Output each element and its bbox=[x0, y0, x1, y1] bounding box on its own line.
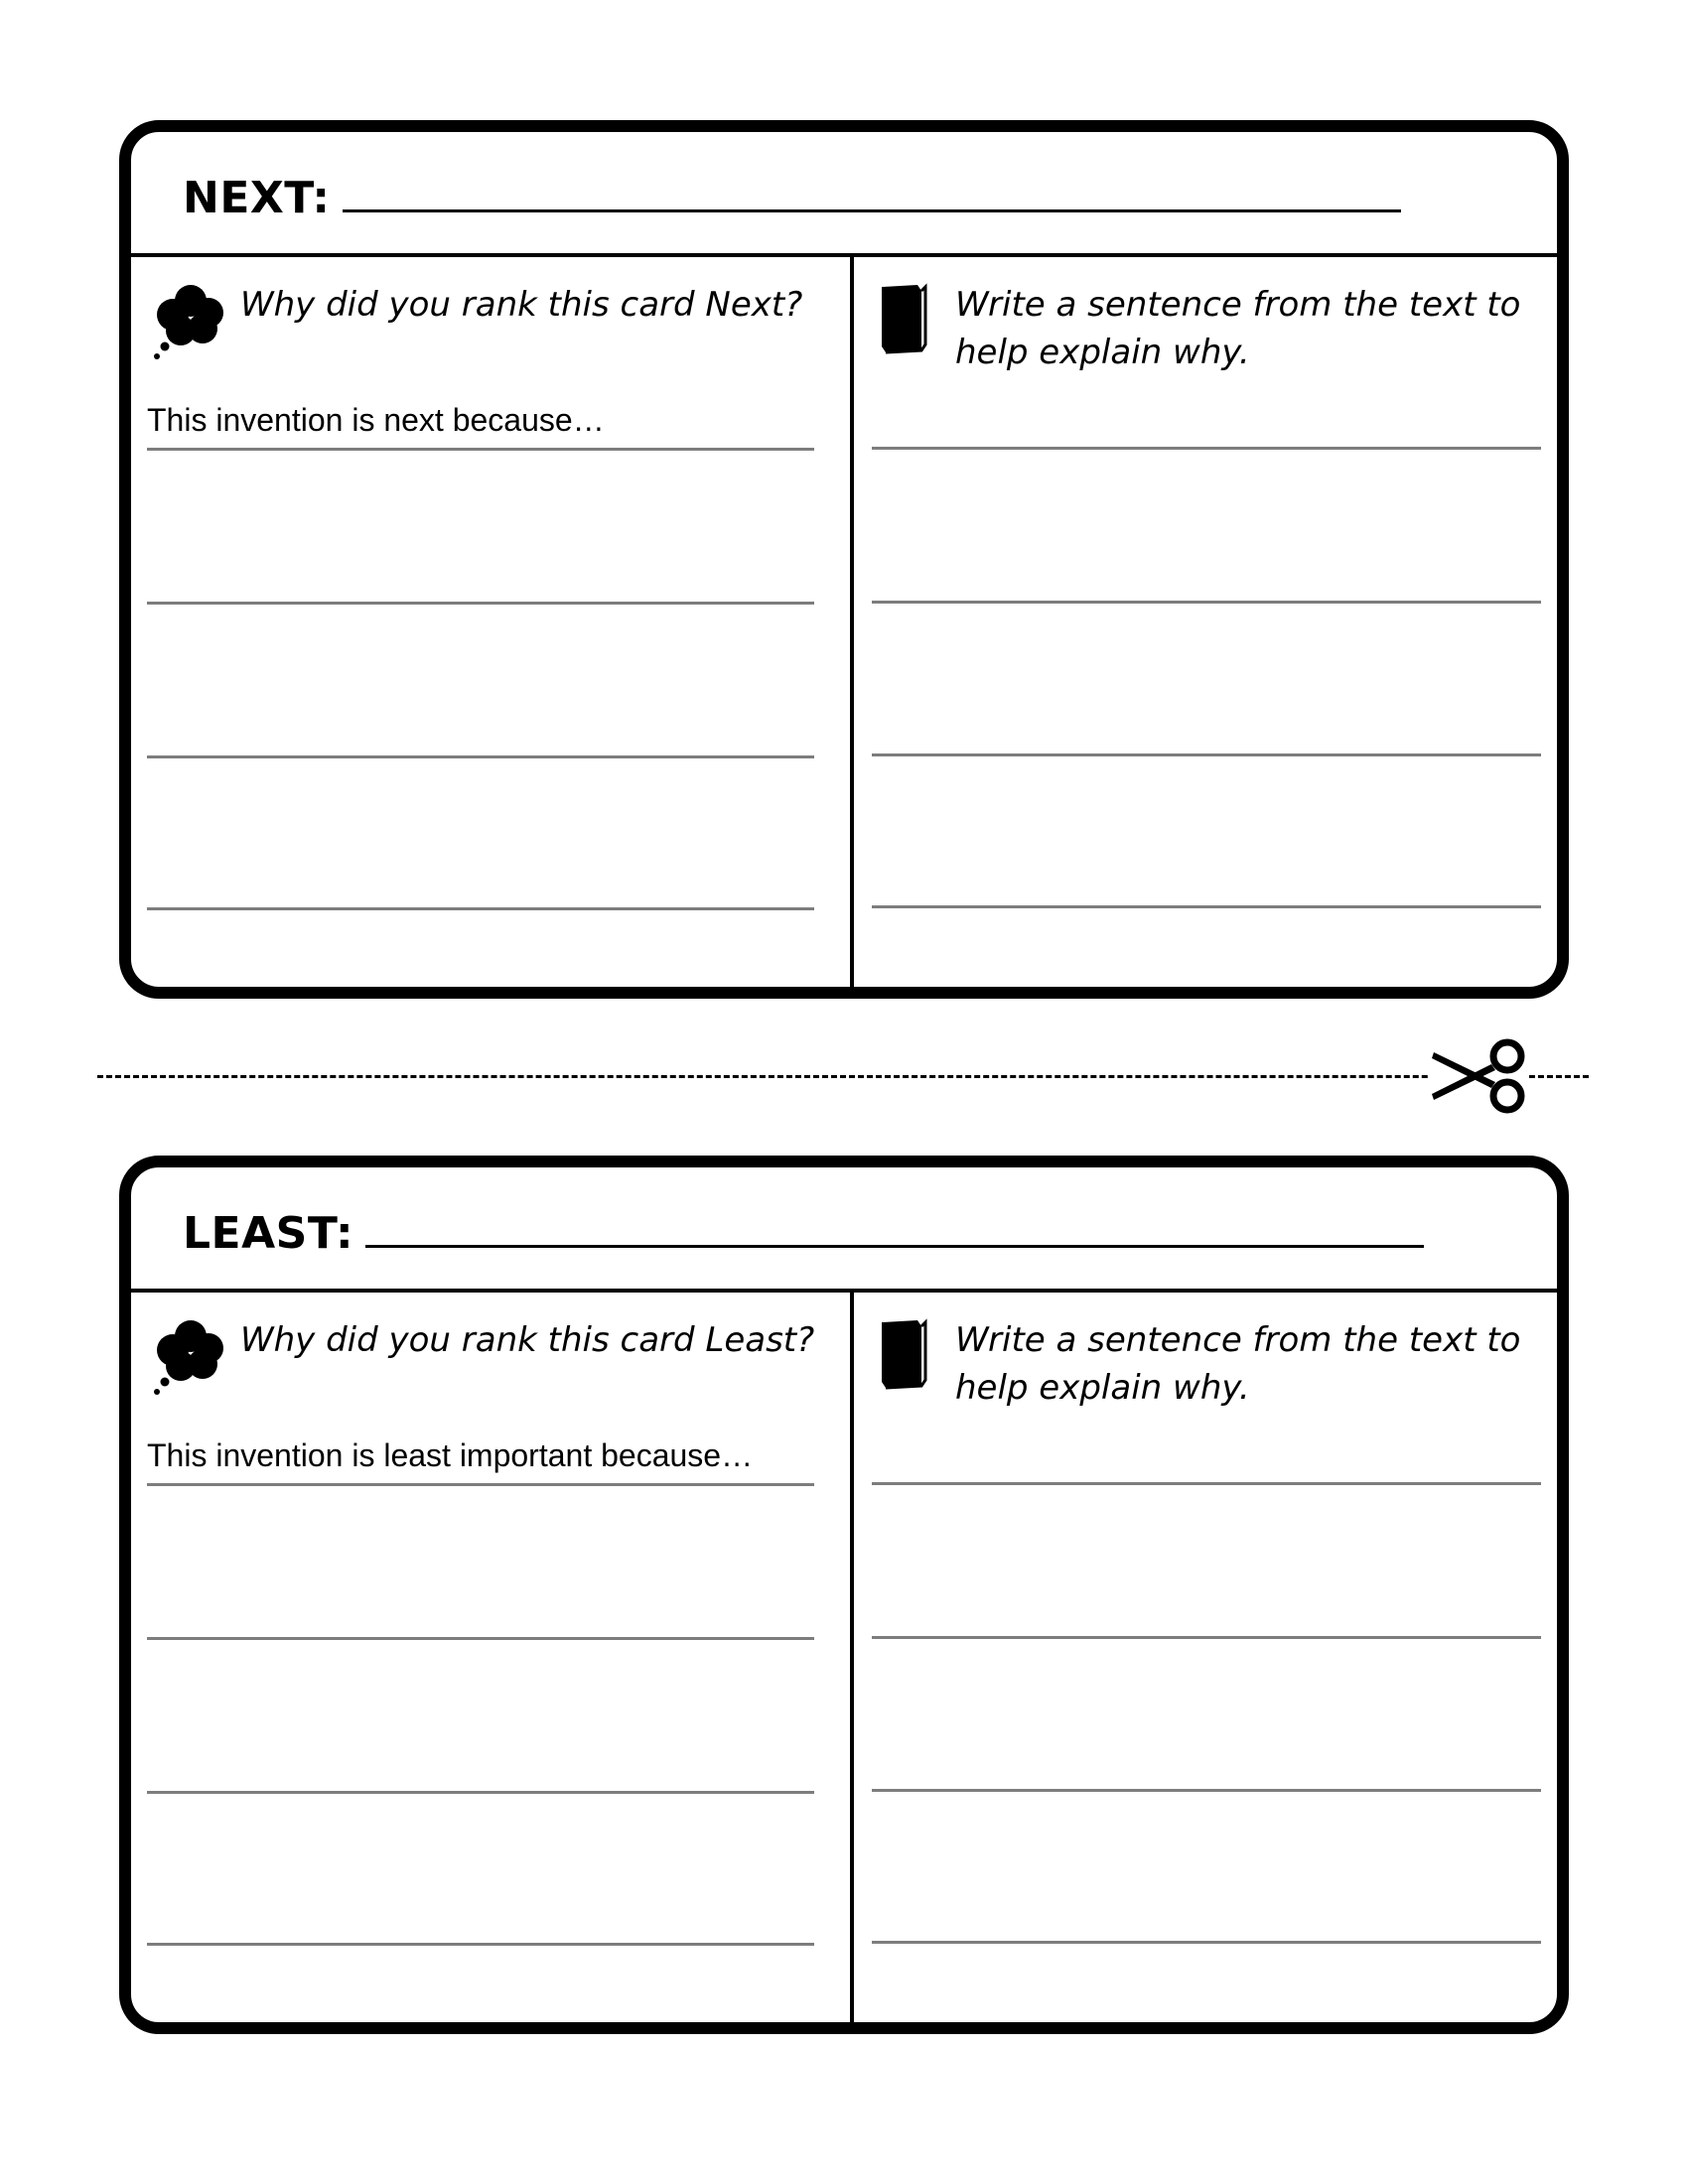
next-card bbox=[119, 120, 1569, 999]
evidence-write-line[interactable] bbox=[872, 601, 1541, 604]
column-divider bbox=[850, 1289, 854, 2022]
card-header bbox=[131, 132, 1557, 257]
evidence-prompt: Write a sentence from the text to help explain why. bbox=[955, 1320, 1521, 1408]
reason-write-line[interactable] bbox=[147, 448, 814, 451]
reason-prompt: Why did you rank this card Next? bbox=[240, 285, 803, 325]
reason-write-line[interactable] bbox=[147, 907, 814, 910]
thought-bubble-icon bbox=[151, 281, 230, 364]
card-title bbox=[183, 170, 1401, 223]
reason-write-line[interactable] bbox=[147, 755, 814, 758]
evidence-prompt: Write a sentence from the text to help explain why. bbox=[955, 285, 1521, 372]
evidence-write-line[interactable] bbox=[872, 753, 1541, 756]
thought-bubble-icon bbox=[151, 1316, 230, 1400]
title-write-line[interactable] bbox=[365, 1205, 1424, 1248]
evidence-write-line[interactable] bbox=[872, 1482, 1541, 1485]
reason-sentence-stem: This invention is next because… bbox=[147, 402, 605, 438]
scissors-icon bbox=[1430, 1038, 1529, 1114]
evidence-write-line[interactable] bbox=[872, 1636, 1541, 1639]
least-card bbox=[119, 1156, 1569, 2034]
reason-write-line[interactable] bbox=[147, 1791, 814, 1794]
card-header bbox=[131, 1167, 1557, 1293]
evidence-write-line[interactable] bbox=[872, 905, 1541, 908]
card-title-label: NEXT: bbox=[183, 173, 331, 223]
reason-prompt: Why did you rank this card Least? bbox=[240, 1320, 815, 1360]
card-title bbox=[183, 1205, 1424, 1259]
card-title-label: LEAST: bbox=[183, 1208, 354, 1259]
reason-sentence-stem: This invention is least important because… bbox=[147, 1437, 754, 1473]
book-icon bbox=[876, 281, 935, 356]
evidence-write-line[interactable] bbox=[872, 1941, 1541, 1944]
reason-write-line[interactable] bbox=[147, 602, 814, 605]
reason-write-line[interactable] bbox=[147, 1637, 814, 1640]
reason-write-line[interactable] bbox=[147, 1483, 814, 1486]
evidence-write-line[interactable] bbox=[872, 1789, 1541, 1792]
title-write-line[interactable] bbox=[343, 170, 1401, 212]
column-divider bbox=[850, 253, 854, 987]
reason-write-line[interactable] bbox=[147, 1943, 814, 1946]
evidence-write-line[interactable] bbox=[872, 447, 1541, 450]
book-icon bbox=[876, 1316, 935, 1392]
cut-line bbox=[97, 1075, 1589, 1078]
